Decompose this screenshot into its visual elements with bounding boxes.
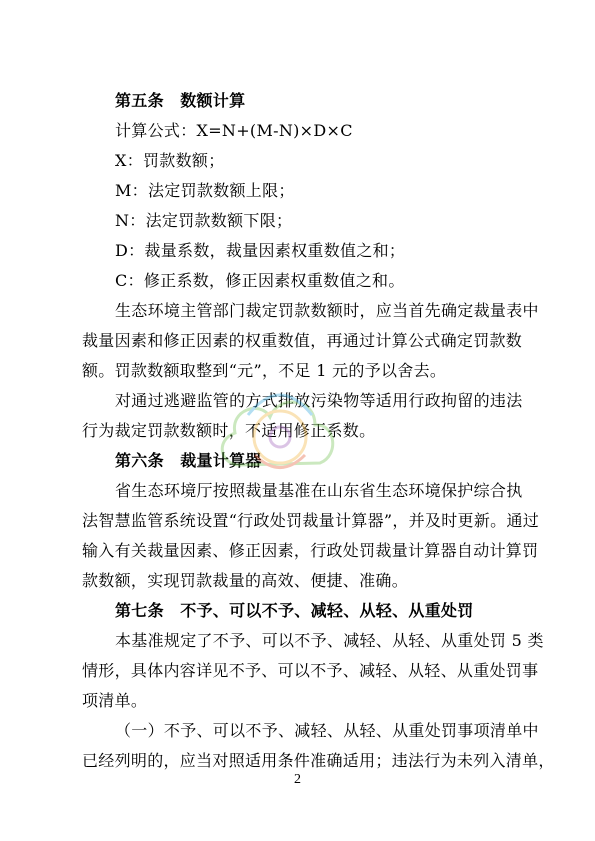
article5-para1-line1: 生态环境主管部门裁定罚款数额时，应当首先确定裁量表中 bbox=[115, 301, 539, 320]
article5-heading: 第五条 数额计算 bbox=[115, 91, 246, 110]
article7-heading: 第七条 不予、可以不予、减轻、从轻、从重处罚 bbox=[115, 601, 474, 620]
article6-para1-line2: 法智慧监管系统设置“行政处罚裁量计算器”，并及时更新。通过 bbox=[82, 511, 540, 530]
article7-para2-line1: （一）不予、可以不予、减轻、从轻、从重处罚事项清单中 bbox=[115, 721, 539, 740]
article6-heading: 第六条 裁量计算器 bbox=[115, 451, 262, 470]
article6-para1-line4: 款数额，实现罚款裁量的高效、便捷、准确。 bbox=[82, 571, 409, 590]
cloud-watermark-icon bbox=[200, 355, 360, 495]
definition-c: C：修正系数，修正因素权重数值之和。 bbox=[115, 271, 405, 290]
article5-para1-line3: 额。罚款数额取整到“元”，不足 1 元的予以舍去。 bbox=[82, 361, 447, 380]
article7-para1-line2: 情形，具体内容详见不予、可以不予、减轻、从轻、从重处罚事 bbox=[82, 661, 539, 680]
definition-d: D：裁量系数，裁量因素权重数值之和； bbox=[115, 241, 406, 260]
article7-para1-line1: 本基准规定了不予、可以不予、减轻、从轻、从重处罚 5 类 bbox=[115, 631, 544, 650]
definition-n: N：法定罚款数额下限； bbox=[115, 211, 293, 230]
formula-line: 计算公式：X=N+(M-N)×D×C bbox=[115, 121, 353, 140]
article6-para1-line3: 输入有关裁量因素、修正因素，行政处罚裁量计算器自动计算罚 bbox=[82, 541, 539, 560]
article7-para1-line3: 项清单。 bbox=[82, 691, 148, 710]
page-number: 2 bbox=[294, 772, 301, 787]
article5-para2-line1: 对通过逃避监管的方式排放污染物等适用行政拘留的违法 bbox=[115, 391, 523, 410]
article5-para1-line2: 裁量因素和修正因素的权重数值，再通过计算公式确定罚款数 bbox=[82, 331, 523, 350]
article5-para2-line2: 行为裁定罚款数额时，不适用修正系数。 bbox=[82, 421, 376, 440]
article7-para2-line2: 已经列明的，应当对照适用条件准确适用；违法行为未列入清单， bbox=[82, 751, 555, 770]
article6-para1-line1: 省生态环境厅按照裁量基准在山东省生态环境保护综合执 bbox=[115, 481, 523, 500]
definition-x: X：罚款数额； bbox=[115, 151, 225, 170]
definition-m: M：法定罚款数额上限； bbox=[115, 181, 295, 200]
